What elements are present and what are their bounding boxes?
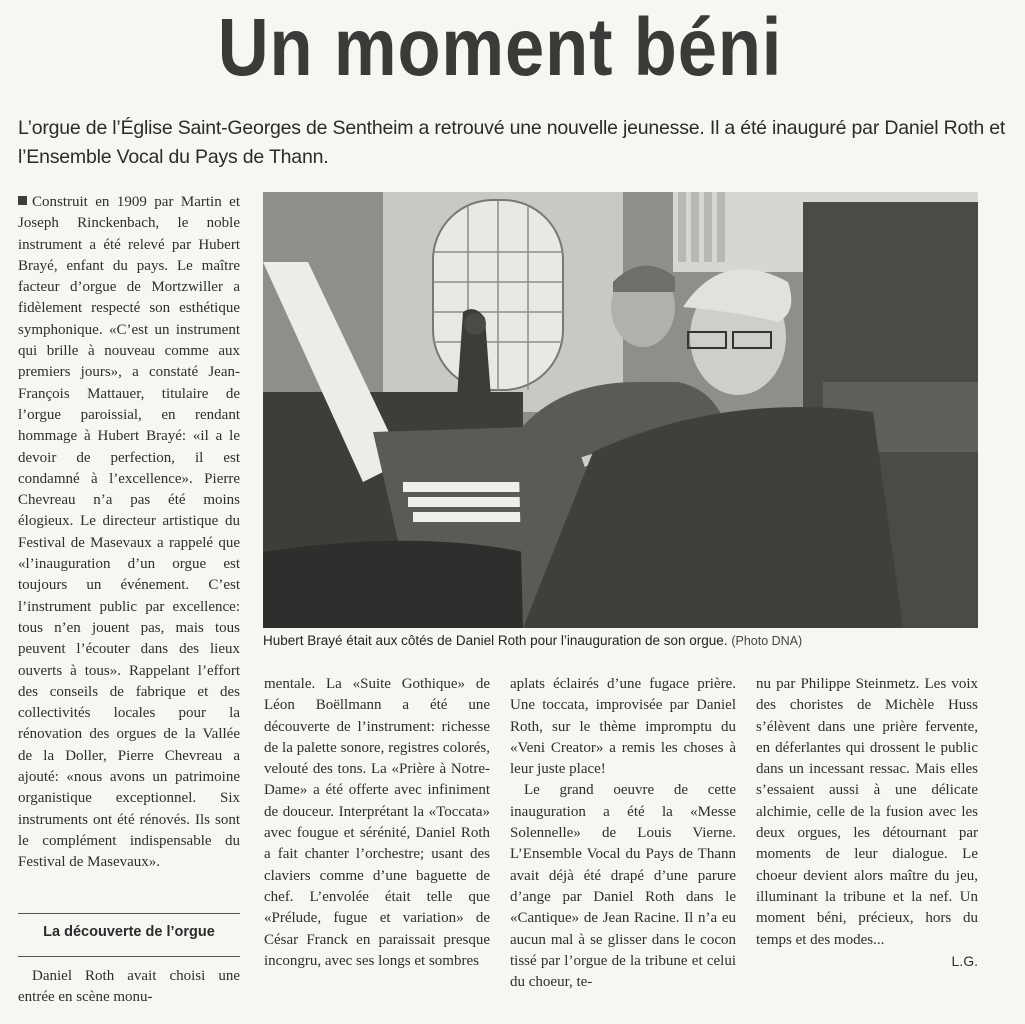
author-signature: L.G. <box>951 952 978 969</box>
headline: Un moment béni <box>217 2 783 93</box>
column-2-text: mentale. La «Suite Gothique» de Léon Boëllmann a été une découverte de l’instrument: richesse de la palette sonore, registres colorés, velouté des tons. La «Prière à Notre-Dame» a été offerte avec infiniment de douceur. Interprétant la «Toccata» avec fougue et sérénité, Daniel Roth a fait chanter l’orchestre; usant des claviers comme d’une baguette de chef. L’envolée était telle que «Prélude, fugue et variation» de César Franck en paraissait presque incongru, avec ses longs et sombres <box>264 676 490 969</box>
article-column-4 <box>756 674 978 972</box>
article-column-3 <box>510 674 736 993</box>
photo-organists-illustration <box>263 192 978 628</box>
paragraph-square-icon <box>18 196 27 205</box>
column-1b-text: Daniel Roth avait choisi une entrée en scène monu- <box>18 968 240 1006</box>
column-1-text: Construit en 1909 par Martin et Joseph Rinckenbach, le noble instrument a été relevé par Hubert Brayé, enfant du pays. Le maître facteur d’orgue de Mortzwiller a fidèlement respecté son esthétique symphonique. «C’est un instrument qui brille à nouveau comme aux premiers jours», a constaté Jean-François Mattauer, titulaire de l’orgue paroissial, en rendant hommage à Hubert Brayé: «il a le devoir de perfection, il est condamné à l’excellence». Pierre Chevreau n’a pas été moins élogieux. Le directeur artistique du Festival de Masevaux a rappelé que «l’inauguration d’un orgue est toujours un événement. C’est l’instrument public par excellence: tous n’en jouent pas, mais tous peuvent l’écouter dans des lieux ouverts à tous». Rappelant l’effort des conseils de fabrique et des collectivités locales pour la rénovation des orgues de la Vallée de la Doller, Pierre Chevreau a ajouté: «nous avons un patrimoine organistique exceptionnel. Six instruments ont été rénovés. Ils sont le complément indispensable du Festival de Masevaux». <box>18 194 240 871</box>
lede: L’orgue de l’Église Saint-Georges de Sentheim a retrouvé une nouvelle jeunesse. Il a été inauguré par Daniel Roth et l’Ensemble Vocal du Pays de Thann. <box>18 117 1006 168</box>
photo-credit: (Photo DNA) <box>731 634 803 648</box>
photo-caption <box>263 632 978 650</box>
column-3-paragraph-2: Le grand oeuvre de cette inauguration a été la «Messe Solennelle» de Louis Vierne. L’Ensemble Vocal du Pays de Thann avait déjà été drapé d’une parure d’ange par Daniel Roth dans le «Cantique» de Jean Racine. Il n’a eu aucun mal à se glisser dans le cocon tissé par l’orgue de la tribune et celui du choeur, te- <box>510 782 736 991</box>
subhead: La découverte de l’orgue <box>43 924 215 940</box>
article-column-1 <box>18 192 240 874</box>
photo <box>263 192 978 628</box>
column-4-text: nu par Philippe Steinmetz. Les voix des choristes de Michèle Huss s’élèvent dans une prière fervente, en déferlantes qui drossent le public dans un incessant ressac. Mais elles s’essaient aussi à une délicate alchimie, celle de la fusion avec les deux orgues, les détournant par moments de leur dialogue. Le choeur devient alors maître du jeu, illuminant la tribune et la nef. Un moment béni, précieux, hors du temps et des modes... <box>756 676 978 948</box>
column-3-paragraph-1: aplats éclairés d’une fugace prière. Une toccata, improvisée par Daniel Roth, sur le thème impromptu du «Veni Creator» a remis les choses à leur juste place! <box>510 676 736 778</box>
caption-text: Hubert Brayé était aux côtés de Daniel Roth pour l’inauguration de son orgue. <box>263 633 728 648</box>
article-column-1-continued <box>18 966 240 1009</box>
subhead-rule-top <box>18 913 240 914</box>
subhead-rule-bottom <box>18 956 240 957</box>
article-column-2 <box>264 674 490 972</box>
